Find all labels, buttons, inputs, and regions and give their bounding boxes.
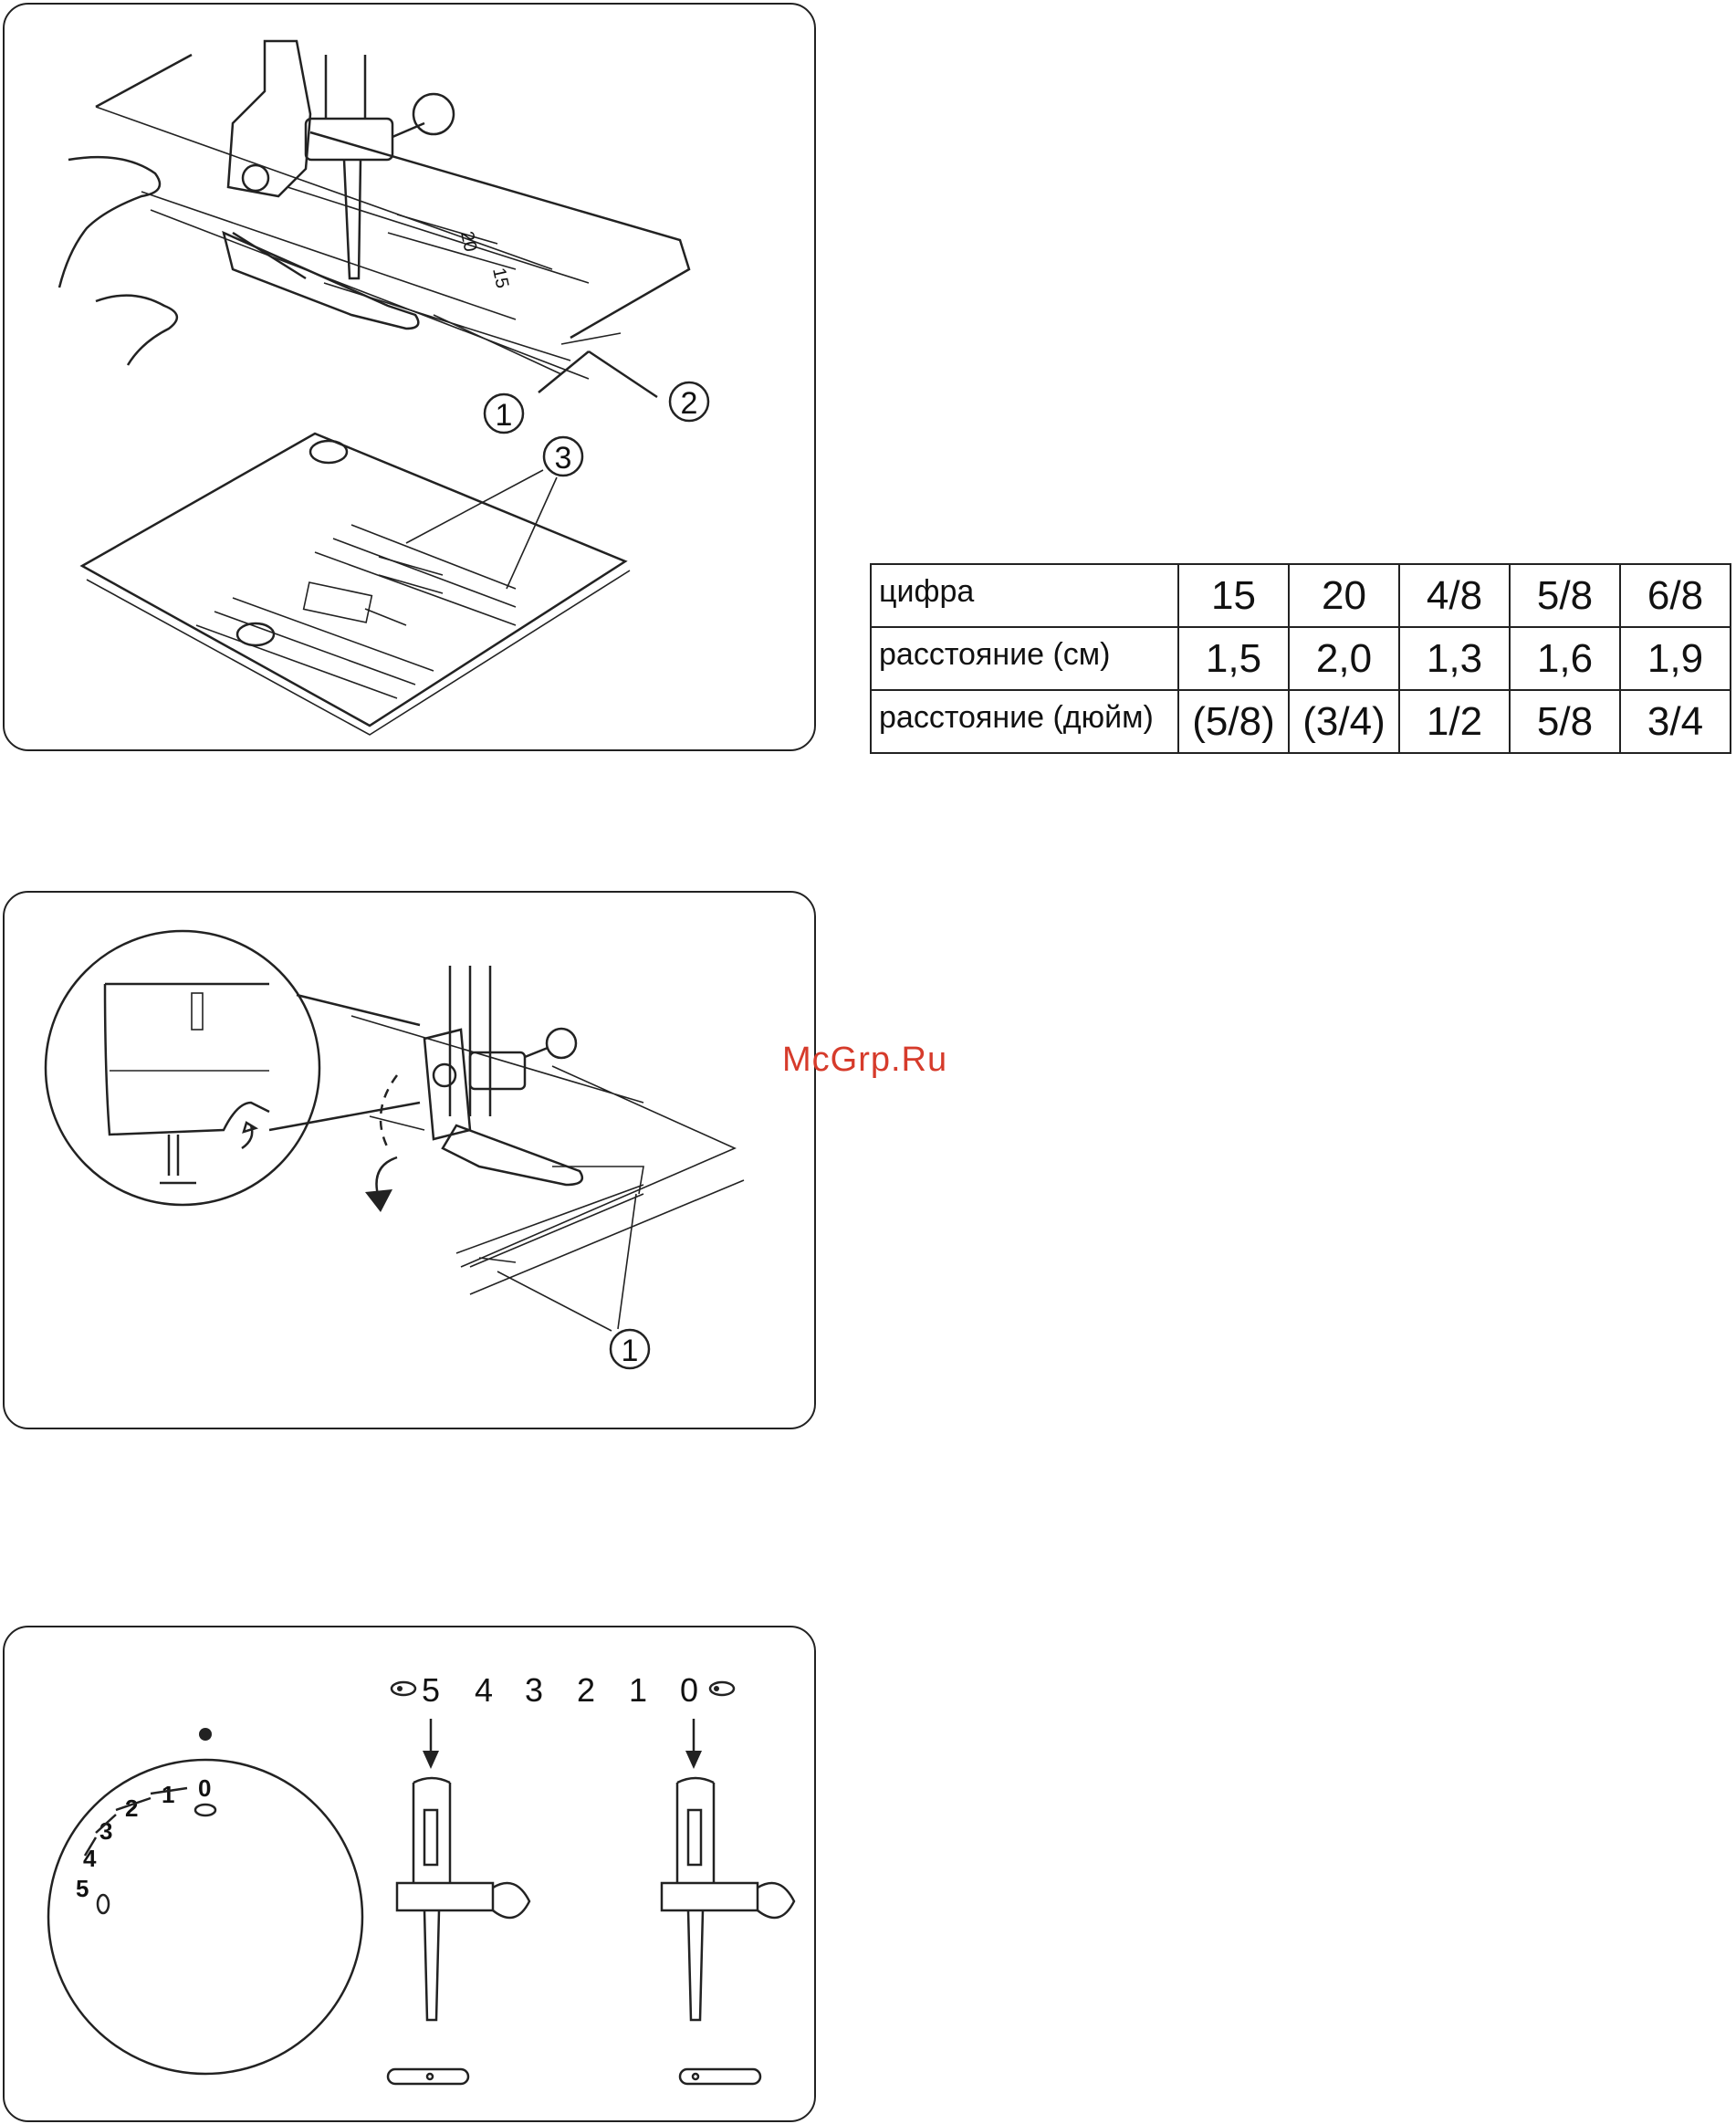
table-cell: (3/4) — [1289, 690, 1399, 753]
row-label: цифра — [871, 564, 1178, 627]
needle-pos-3: 3 — [525, 1671, 544, 1709]
needle-pos-4: 4 — [475, 1671, 494, 1709]
table-cell: 5/8 — [1510, 690, 1620, 753]
callout-1-label: 1 — [621, 1334, 639, 1368]
dial-label-1: 1 — [162, 1781, 175, 1808]
row-label: расстояние (см) — [871, 627, 1178, 690]
magnifier-circle — [46, 931, 319, 1205]
table-row-inch — [871, 690, 1731, 753]
seam-guide-illustration-panel — [3, 3, 816, 751]
callout-2-label: 2 — [680, 386, 698, 421]
needle-pos-5: 5 — [422, 1671, 441, 1709]
callout-3-label: 3 — [554, 441, 572, 476]
presser-foot-panel — [3, 891, 816, 1429]
callout-1-label: 1 — [495, 398, 513, 433]
needle-pos-1: 1 — [629, 1671, 648, 1709]
needle-pos-2: 2 — [577, 1671, 596, 1709]
table-cell: 15 — [1178, 564, 1289, 627]
dial-label-0: 0 — [198, 1774, 212, 1802]
needle-position-drawing — [5, 1627, 818, 2124]
table-cell: 1,5 — [1178, 627, 1289, 690]
table-row-number — [871, 564, 1731, 627]
dial-marker-dot — [199, 1728, 212, 1741]
row-label: расстояние (дюйм) — [871, 690, 1178, 753]
table-cell: 2,0 — [1289, 627, 1399, 690]
table-cell: 1,3 — [1399, 627, 1510, 690]
watermark: McGrp.Ru — [782, 1041, 948, 1079]
table-cell: 20 — [1289, 564, 1399, 627]
table-cell: 3/4 — [1620, 690, 1731, 753]
table-cell: 1,6 — [1510, 627, 1620, 690]
table-cell: 1,9 — [1620, 627, 1731, 690]
seam-guide-table — [870, 563, 1731, 754]
table-row-cm — [871, 627, 1731, 690]
foot-scale-20: 20 — [456, 229, 481, 254]
seam-guide-drawing — [5, 5, 818, 753]
dial-label-2: 2 — [125, 1794, 139, 1822]
table-cell: 4/8 — [1399, 564, 1510, 627]
dial-label-3: 3 — [99, 1817, 113, 1845]
needle-pos-0: 0 — [680, 1671, 699, 1709]
table-cell: 1/2 — [1399, 690, 1510, 753]
stitch-width-dial — [48, 1760, 362, 2074]
table-cell: 5/8 — [1510, 564, 1620, 627]
presser-foot-drawing — [5, 893, 818, 1431]
foot-scale-15: 15 — [488, 266, 513, 290]
needle-position-panel — [3, 1626, 816, 2122]
table-cell: 6/8 — [1620, 564, 1731, 627]
dial-label-4: 4 — [83, 1845, 97, 1872]
dial-label-5: 5 — [76, 1875, 89, 1902]
table-cell: (5/8) — [1178, 690, 1289, 753]
